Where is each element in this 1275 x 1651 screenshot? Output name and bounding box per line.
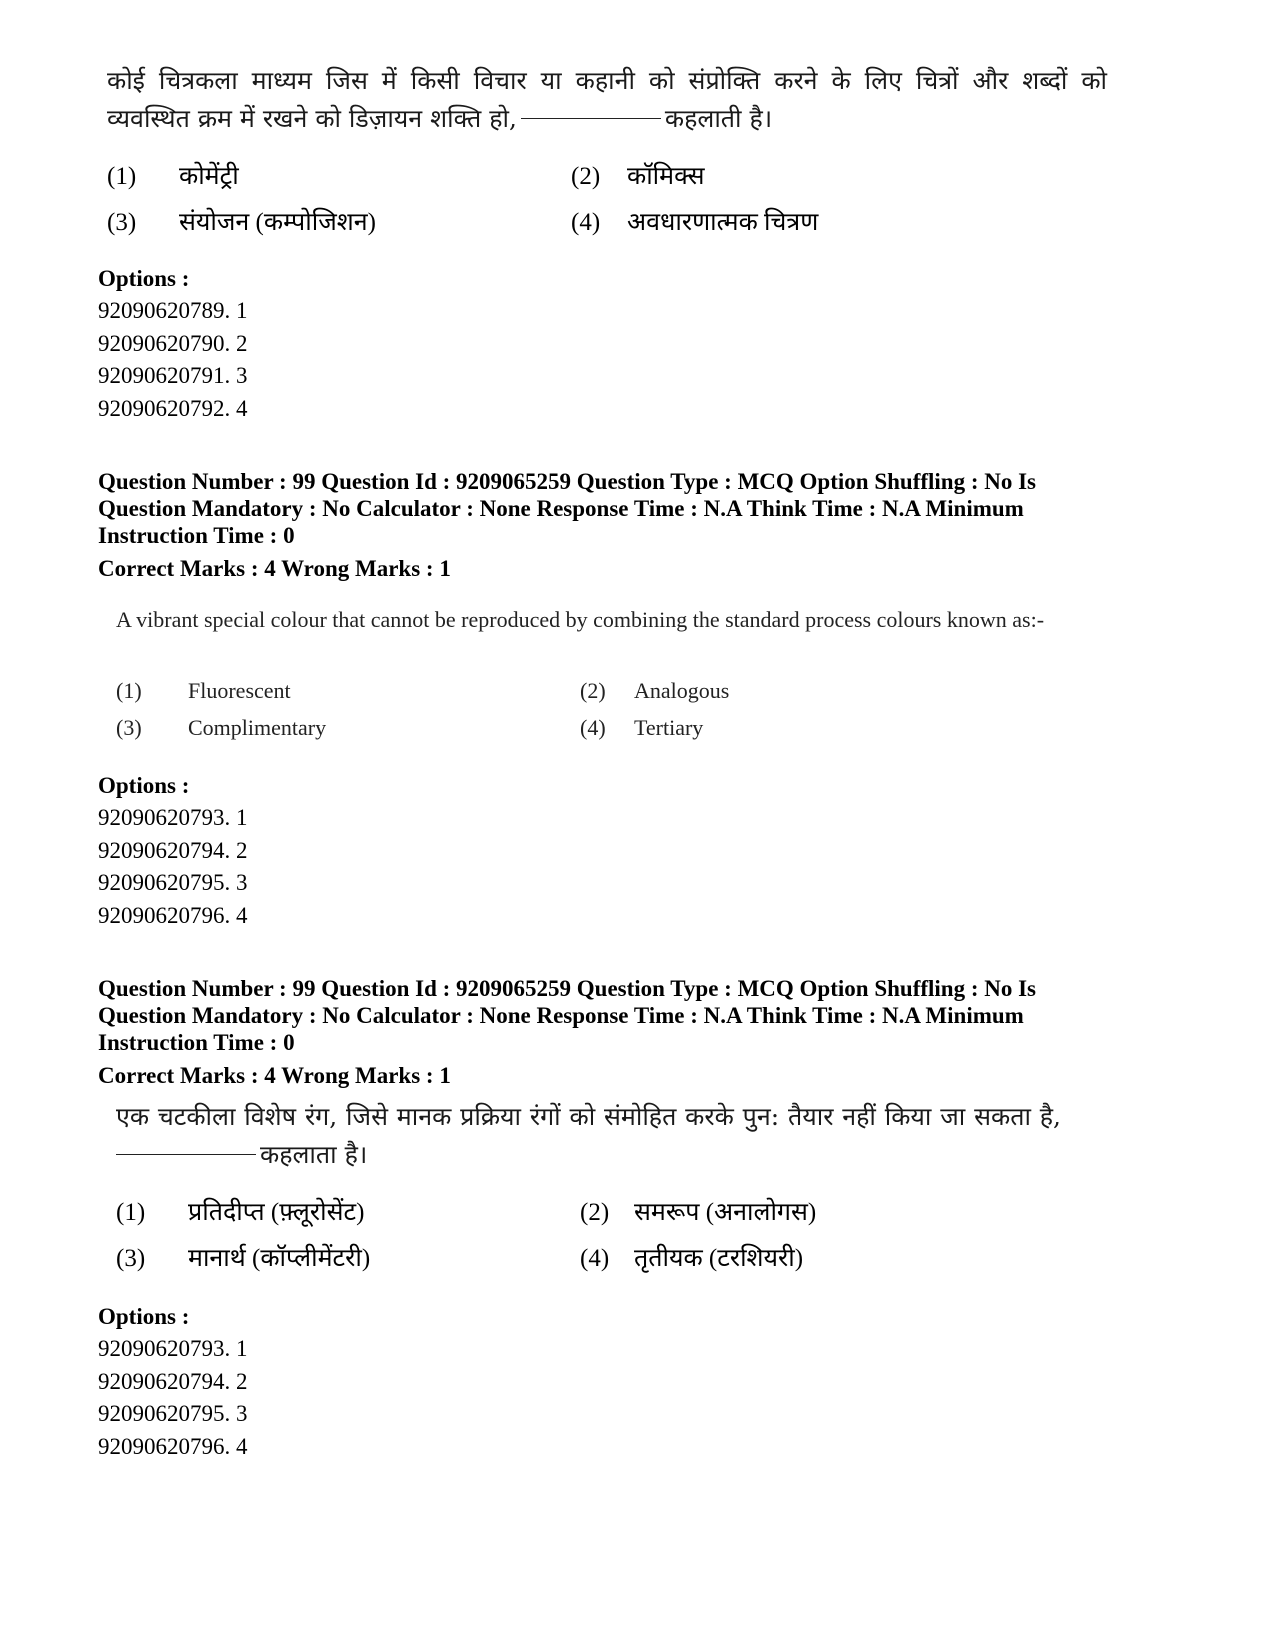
question-text-part-a: व्यवस्थित क्रम में रखने को डिज़ायन शक्ति हो, [107, 104, 517, 133]
choice-number: (4) [580, 715, 606, 740]
answer-choice-3 [116, 715, 326, 741]
answer-choice-1 [116, 678, 291, 704]
option-id: 92090620795. 3 [98, 870, 248, 895]
question-text-line1: एक चटकीला विशेष रंग, जिसे मानक प्रक्रिया रंगों को संमोहित करके पुन: तैयार नहीं किया जा सकता है, [116, 1102, 1061, 1131]
options-heading: Options : [98, 1304, 190, 1329]
choice-number: (2) [571, 163, 601, 190]
choice-text: Fluorescent [188, 678, 291, 703]
question-text [107, 62, 1107, 100]
option-id: 92090620793. 1 [98, 1336, 248, 1361]
answer-choice-1 [107, 158, 239, 192]
question-image-hindi-99 [116, 1098, 1061, 1174]
blank-line [116, 1154, 256, 1155]
choice-number: (4) [580, 1245, 610, 1272]
question-header [98, 975, 1118, 1089]
question-text-line2 [116, 1136, 1061, 1174]
answer-choice-2 [580, 1194, 816, 1228]
question-text: A vibrant special colour that cannot be reproduced by combining the standard process colours known as:- [116, 607, 1045, 632]
choice-number: (2) [580, 678, 606, 703]
choice-text: Analogous [634, 678, 730, 703]
answer-choice-3 [116, 1240, 370, 1274]
choice-number: (1) [116, 1199, 146, 1226]
options-heading: Options : [98, 266, 190, 291]
choice-number: (3) [116, 1245, 146, 1272]
question-marks: Correct Marks : 4 Wrong Marks : 1 [98, 1063, 451, 1088]
choice-number: (3) [107, 209, 137, 236]
options-section [98, 769, 1118, 932]
choice-text: संयोजन (कम्पोजिशन) [179, 209, 376, 236]
answer-choice-2 [571, 158, 704, 192]
option-id: 92090620791. 3 [98, 363, 248, 388]
choice-number: (2) [580, 1199, 610, 1226]
choice-text: Tertiary [634, 715, 704, 740]
choice-text: कॉमिक्स [627, 163, 705, 190]
question-meta: Question Number : 99 Question Id : 9209065259 Question Type : MCQ Option Shuffling : No Is Question Mandatory : No Calculator : None Response Time : N.A Think Time : N.A Minimum Instruction Time : 0 [98, 976, 1037, 1055]
options-heading: Options : [98, 773, 190, 798]
question-marks: Correct Marks : 4 Wrong Marks : 1 [98, 556, 451, 581]
option-id-list [98, 802, 1118, 932]
blank-line [521, 118, 661, 119]
question-meta: Question Number : 99 Question Id : 9209065259 Question Type : MCQ Option Shuffling : No Is Question Mandatory : No Calculator : None Response Time : N.A Think Time : N.A Minimum Instruction Time : 0 [98, 469, 1037, 548]
choice-text: समरूप (अनालोगस) [634, 1199, 817, 1226]
answer-choice-4 [580, 715, 703, 741]
option-id: 92090620793. 1 [98, 805, 248, 830]
question-text-line2 [107, 100, 1107, 138]
option-id: 92090620790. 2 [98, 330, 248, 356]
answer-choice-4 [571, 204, 818, 238]
option-id: 92090620794. 2 [98, 1368, 248, 1394]
answer-choice-1 [116, 1194, 364, 1228]
choice-text: Complimentary [188, 715, 327, 740]
question-text-part: कहलाता है। [260, 1140, 368, 1169]
option-id: 92090620796. 4 [98, 1433, 248, 1459]
option-id-list [98, 1333, 1118, 1463]
option-id: 92090620795. 3 [98, 1401, 248, 1426]
option-id: 92090620796. 4 [98, 902, 248, 928]
answer-choice-4 [580, 1240, 803, 1274]
option-id: 92090620792. 4 [98, 395, 248, 421]
question-text [116, 1098, 1061, 1136]
answer-choice-3 [107, 204, 376, 238]
choice-number: (1) [107, 163, 137, 190]
question-text-line1: कोई चित्रकला माध्यम जिस में किसी विचार या कहानी को संप्रोक्ति करने के लिए चित्रों और शब्दों को [107, 66, 1107, 95]
choice-number: (3) [116, 715, 142, 740]
option-id-list [98, 295, 1118, 425]
option-id: 92090620789. 1 [98, 298, 248, 323]
choice-number: (4) [571, 209, 601, 236]
question-text-part-b: कहलाती है। [664, 104, 773, 133]
choice-text: प्रतिदीप्त (फ़्लूरोसेंट) [188, 1199, 365, 1226]
options-section [98, 1300, 1118, 1463]
choice-text: कोमेंट्री [179, 163, 239, 190]
answer-choice-2 [580, 678, 729, 704]
question-image-english-99 [116, 606, 1076, 634]
choice-text: अवधारणात्मक चित्रण [627, 209, 819, 236]
question-header [98, 468, 1118, 582]
choice-text: मानार्थ (कॉप्लीमेंटरी) [188, 1245, 371, 1272]
question-image-hindi-98 [107, 62, 1107, 138]
choice-number: (1) [116, 678, 142, 703]
choice-text: तृतीयक (टरशियरी) [634, 1245, 804, 1272]
option-id: 92090620794. 2 [98, 837, 248, 863]
options-section [98, 262, 1118, 425]
